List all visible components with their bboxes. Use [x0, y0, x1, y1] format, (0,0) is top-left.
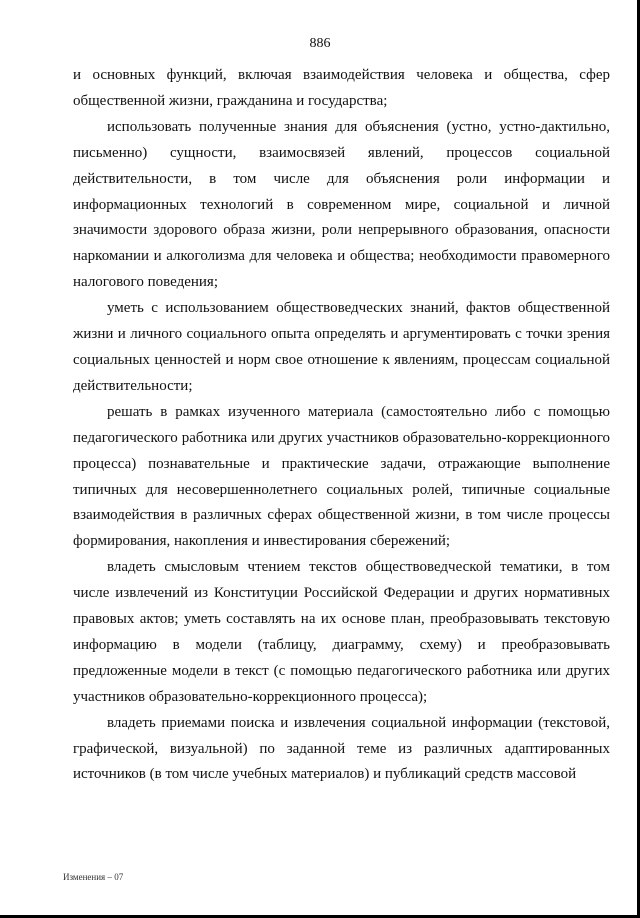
footer-revision-note: Изменения – 07 — [63, 872, 124, 882]
paragraph-argue-position: уметь с использованием обществоведческих знаний, фактов общественной жизни и личного социального опыта определять и аргументировать с точки зрения социальных ценностей и норм свое отношение к явлениям, процессам социальной действительности; — [73, 300, 610, 394]
page-number: 886 — [309, 36, 331, 51]
paragraph-use-knowledge: использовать полученные знания для объяснения (устно, устно-дактильно, письменно) сущности, взаимосвязей явлений, процессов социальной действительности, в том числе для объяснения роли информации и информационных технологий в современном мире, социальной и личной значимости здорового образа жизни, роли непрерывного образования, опасности наркомании и алкоголизма для человека и общества; необходимости правомерного налогового поведения; — [73, 118, 610, 291]
paragraph-continuation: и основных функций, включая взаимодействия человека и общества, сфер общественной жизни, гражданина и государства; — [73, 67, 610, 109]
paragraph-information-search: владеть приемами поиска и извлечения социальной информации (текстовой, графической, визуальной) по заданной теме из различных адаптированных источников (в том числе учебных материалов) и публикаций средств массовой — [73, 714, 610, 783]
paragraph-solve-tasks: решать в рамках изученного материала (самостоятельно либо с помощью педагогического работника или других участников образовательно-коррекционного процесса) познавательные и практические задачи, отражающие выполнение типичных для несовершеннолетнего социальных ролей, типичные социальные взаимодействия в различных сферах общественной жизни, в том числе процессы формирования, накопления и инвестирования сбережений; — [73, 403, 610, 550]
document-body — [73, 63, 610, 788]
paragraph-semantic-reading: владеть смысловым чтением текстов обществоведческой тематики, в том числе извлечений из Конституции Российской Федерации и других нормативных правовых актов; уметь составлять на их основе план, преобразовывать текстовую информацию в модели (таблицу, диаграмму, схему) и преобразовывать предложенные модели в текст (с помощью педагогического работника или других участников образовательно-коррекционного процесса); — [73, 559, 610, 705]
